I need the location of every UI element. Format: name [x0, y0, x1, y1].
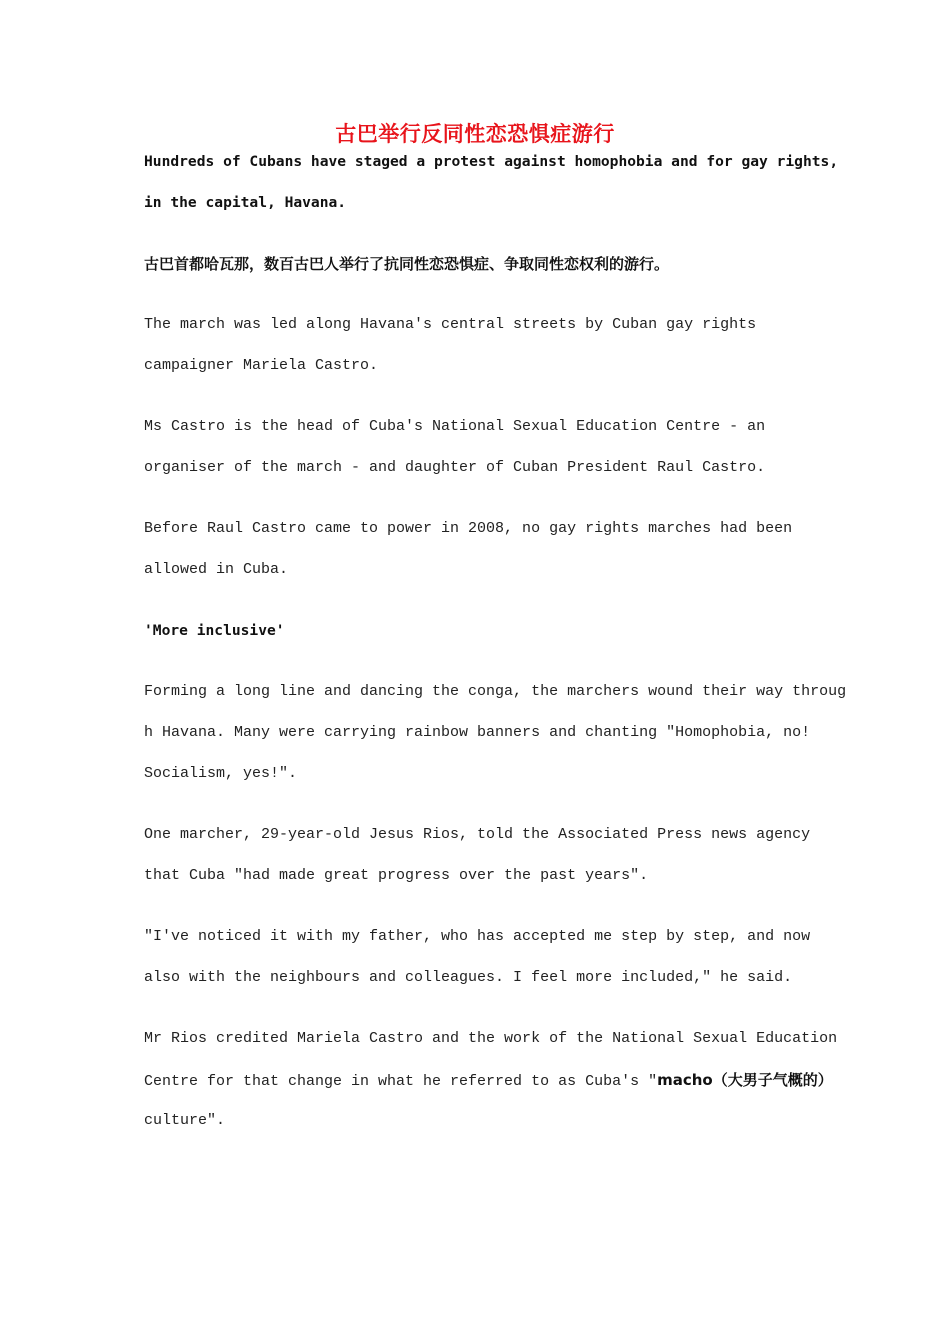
gloss-text: macho（大男子气概的） [657, 1071, 833, 1089]
paragraph-line: that Cuba "had made great progress over the past years". [144, 867, 649, 884]
paragraph-text: Centre for that change in what he referred to as Cuba's " [144, 1073, 658, 1090]
page-title: 古巴举行反同性恋恐惧症游行 [335, 122, 615, 146]
paragraph-line [144, 1070, 833, 1092]
chinese-summary: 古巴首都哈瓦那，数百古巴人举行了抗同性恋恐惧症、争取同性恋权利的游行。 [144, 255, 670, 273]
paragraph-line: Forming a long line and dancing the conga, the marchers wound their way throug [144, 683, 847, 700]
paragraph-line: Mr Rios credited Mariela Castro and the work of the National Sexual Education [144, 1030, 838, 1047]
paragraph-line: culture". [144, 1112, 226, 1129]
paragraph-line: One marcher, 29-year-old Jesus Rios, told the Associated Press news agency [144, 826, 811, 843]
paragraph-line: organiser of the march - and daughter of Cuban President Raul Castro. [144, 459, 766, 476]
paragraph-line: campaigner Mariela Castro. [144, 357, 379, 374]
paragraph-line: "I've noticed it with my father, who has accepted me step by step, and now [144, 928, 811, 945]
paragraph-line: Ms Castro is the head of Cuba's National Sexual Education Centre - an [144, 418, 766, 435]
intro-line-1: Hundreds of Cubans have staged a protest against homophobia and for gay rights, [144, 153, 839, 170]
paragraph-line: also with the neighbours and colleagues. I feel more included," he said. [144, 969, 793, 986]
section-heading: 'More inclusive' [144, 622, 285, 639]
paragraph-line: h Havana. Many were carrying rainbow banners and chanting "Homophobia, no! [144, 724, 811, 741]
paragraph-line: allowed in Cuba. [144, 561, 289, 578]
paragraph-line: Before Raul Castro came to power in 2008, no gay rights marches had been [144, 520, 793, 537]
paragraph-line: The march was led along Havana's central streets by Cuban gay rights [144, 316, 757, 333]
paragraph-line: Socialism, yes!". [144, 765, 298, 782]
intro-line-2: in the capital, Havana. [144, 194, 347, 211]
